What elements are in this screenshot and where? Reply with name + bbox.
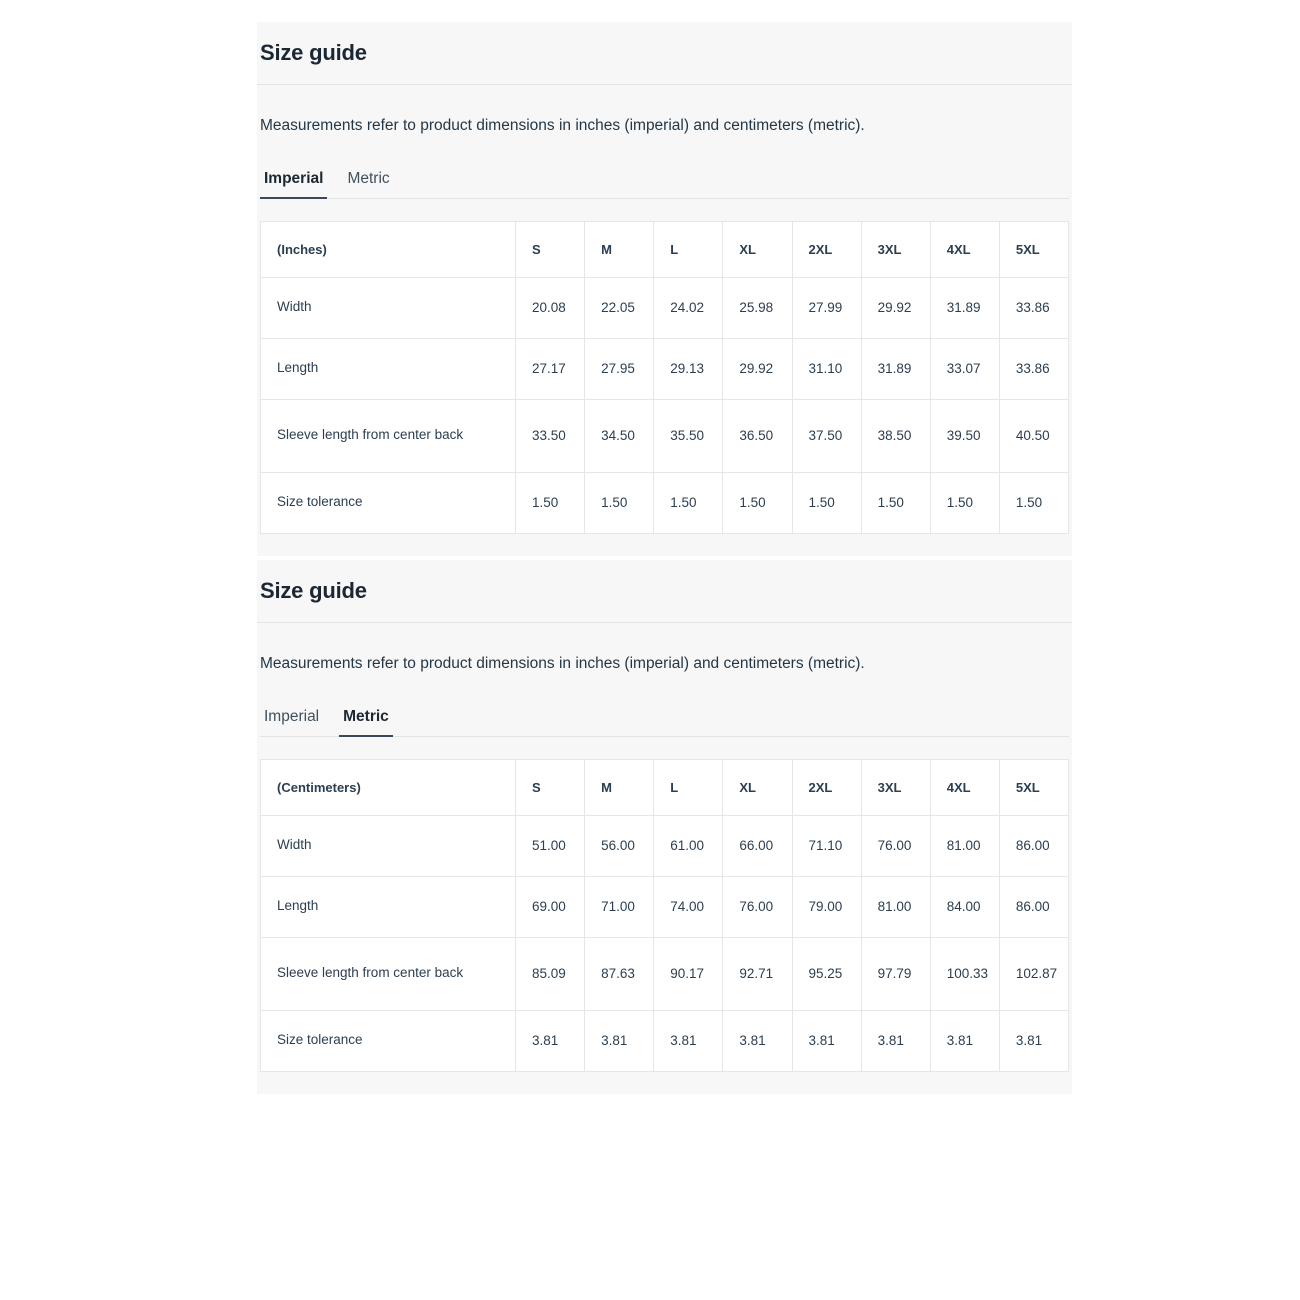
page-title: Size guide (260, 40, 367, 65)
cell-sleeve-xl: 92.71 (723, 937, 792, 1010)
column-header-3xl: 3XL (861, 221, 930, 277)
cell-length-l: 74.00 (654, 876, 723, 937)
cell-width-3xl: 76.00 (861, 815, 930, 876)
column-header-2xl: 2XL (792, 221, 861, 277)
size-guide-panel-metric (257, 560, 1072, 1094)
tab-imperial[interactable]: Imperial (264, 707, 320, 725)
cell-width-xl: 66.00 (723, 815, 792, 876)
page-title: Size guide (260, 578, 367, 603)
cell-width-s: 20.08 (516, 277, 585, 338)
cell-width-xl: 25.98 (723, 277, 792, 338)
cell-tolerance-m: 1.50 (585, 472, 654, 533)
panel-body (257, 85, 1072, 556)
row-label-size-tolerance: Size tolerance (261, 1010, 516, 1071)
table-row (261, 815, 1069, 876)
cell-length-5xl: 86.00 (999, 876, 1068, 937)
tab-metric[interactable]: Metric (339, 702, 393, 737)
tab-metric[interactable]: Metric (347, 169, 390, 187)
table-row (261, 472, 1069, 533)
cell-tolerance-xl: 1.50 (723, 472, 792, 533)
cell-sleeve-3xl: 38.50 (861, 399, 930, 472)
cell-width-2xl: 71.10 (792, 815, 861, 876)
size-table-metric (260, 759, 1069, 1072)
cell-width-5xl: 86.00 (999, 815, 1068, 876)
cell-sleeve-2xl: 95.25 (792, 937, 861, 1010)
column-header-m: M (585, 221, 654, 277)
cell-sleeve-2xl: 37.50 (792, 399, 861, 472)
cell-tolerance-xl: 3.81 (723, 1010, 792, 1071)
tab-imperial[interactable]: Imperial (260, 164, 327, 199)
table-head (261, 221, 1069, 277)
table-body (261, 277, 1069, 533)
cell-length-2xl: 79.00 (792, 876, 861, 937)
cell-tolerance-s: 3.81 (516, 1010, 585, 1071)
cell-width-m: 22.05 (585, 277, 654, 338)
column-header-l: L (654, 221, 723, 277)
cell-width-m: 56.00 (585, 815, 654, 876)
cell-tolerance-5xl: 1.50 (999, 472, 1068, 533)
cell-width-5xl: 33.86 (999, 277, 1068, 338)
column-header-xl: XL (723, 759, 792, 815)
column-header-5xl: 5XL (999, 759, 1068, 815)
unit-tabs (260, 701, 1069, 737)
cell-sleeve-xl: 36.50 (723, 399, 792, 472)
table-row (261, 338, 1069, 399)
table-row (261, 937, 1069, 1010)
row-label-length: Length (261, 876, 516, 937)
cell-length-s: 69.00 (516, 876, 585, 937)
row-label-sleeve-length: Sleeve length from center back (261, 399, 516, 472)
cell-sleeve-m: 34.50 (585, 399, 654, 472)
column-header-2xl: 2XL (792, 759, 861, 815)
cell-length-4xl: 84.00 (930, 876, 999, 937)
cell-sleeve-5xl: 102.87 (999, 937, 1068, 1010)
panel-header (257, 560, 1072, 623)
table-row (261, 399, 1069, 472)
column-header-s: S (516, 221, 585, 277)
cell-sleeve-s: 33.50 (516, 399, 585, 472)
row-label-length: Length (261, 338, 516, 399)
cell-tolerance-l: 3.81 (654, 1010, 723, 1071)
cell-tolerance-4xl: 3.81 (930, 1010, 999, 1071)
table-body (261, 815, 1069, 1071)
cell-length-5xl: 33.86 (999, 338, 1068, 399)
table-row (261, 277, 1069, 338)
cell-width-4xl: 31.89 (930, 277, 999, 338)
cell-tolerance-3xl: 3.81 (861, 1010, 930, 1071)
column-header-s: S (516, 759, 585, 815)
row-label-width: Width (261, 277, 516, 338)
cell-sleeve-4xl: 39.50 (930, 399, 999, 472)
cell-tolerance-l: 1.50 (654, 472, 723, 533)
row-label-sleeve-length: Sleeve length from center back (261, 937, 516, 1010)
cell-length-xl: 76.00 (723, 876, 792, 937)
size-table-container (260, 199, 1069, 556)
intro-text: Measurements refer to product dimensions in inches (imperial) and centimeters (metric). (260, 655, 865, 672)
column-header-unit: (Centimeters) (261, 759, 516, 815)
cell-tolerance-s: 1.50 (516, 472, 585, 533)
table-row (261, 876, 1069, 937)
cell-width-4xl: 81.00 (930, 815, 999, 876)
column-header-unit: (Inches) (261, 221, 516, 277)
column-header-4xl: 4XL (930, 221, 999, 277)
table-header-row (261, 759, 1069, 815)
cell-width-2xl: 27.99 (792, 277, 861, 338)
cell-length-s: 27.17 (516, 338, 585, 399)
table-row (261, 1010, 1069, 1071)
column-header-m: M (585, 759, 654, 815)
size-guide-panel-imperial (257, 22, 1072, 556)
cell-width-s: 51.00 (516, 815, 585, 876)
column-header-xl: XL (723, 221, 792, 277)
cell-tolerance-4xl: 1.50 (930, 472, 999, 533)
row-label-width: Width (261, 815, 516, 876)
cell-length-m: 71.00 (585, 876, 654, 937)
column-header-3xl: 3XL (861, 759, 930, 815)
panel-body (257, 623, 1072, 1094)
column-header-l: L (654, 759, 723, 815)
cell-sleeve-l: 35.50 (654, 399, 723, 472)
panel-header (257, 22, 1072, 85)
row-label-size-tolerance: Size tolerance (261, 472, 516, 533)
cell-tolerance-5xl: 3.81 (999, 1010, 1068, 1071)
cell-sleeve-5xl: 40.50 (999, 399, 1068, 472)
cell-width-l: 61.00 (654, 815, 723, 876)
cell-tolerance-2xl: 3.81 (792, 1010, 861, 1071)
cell-length-l: 29.13 (654, 338, 723, 399)
table-head (261, 759, 1069, 815)
cell-sleeve-3xl: 97.79 (861, 937, 930, 1010)
cell-length-2xl: 31.10 (792, 338, 861, 399)
cell-length-3xl: 81.00 (861, 876, 930, 937)
size-table-container (260, 737, 1069, 1094)
column-header-5xl: 5XL (999, 221, 1068, 277)
table-header-row (261, 221, 1069, 277)
cell-sleeve-s: 85.09 (516, 937, 585, 1010)
cell-tolerance-3xl: 1.50 (861, 472, 930, 533)
cell-sleeve-m: 87.63 (585, 937, 654, 1010)
intro-text: Measurements refer to product dimensions in inches (imperial) and centimeters (metric). (260, 117, 865, 134)
size-table-imperial (260, 221, 1069, 534)
cell-sleeve-4xl: 100.33 (930, 937, 999, 1010)
column-header-4xl: 4XL (930, 759, 999, 815)
cell-length-m: 27.95 (585, 338, 654, 399)
cell-tolerance-m: 3.81 (585, 1010, 654, 1071)
cell-width-l: 24.02 (654, 277, 723, 338)
cell-length-3xl: 31.89 (861, 338, 930, 399)
cell-tolerance-2xl: 1.50 (792, 472, 861, 533)
cell-sleeve-l: 90.17 (654, 937, 723, 1010)
cell-width-3xl: 29.92 (861, 277, 930, 338)
unit-tabs (260, 163, 1069, 199)
cell-length-4xl: 33.07 (930, 338, 999, 399)
cell-length-xl: 29.92 (723, 338, 792, 399)
